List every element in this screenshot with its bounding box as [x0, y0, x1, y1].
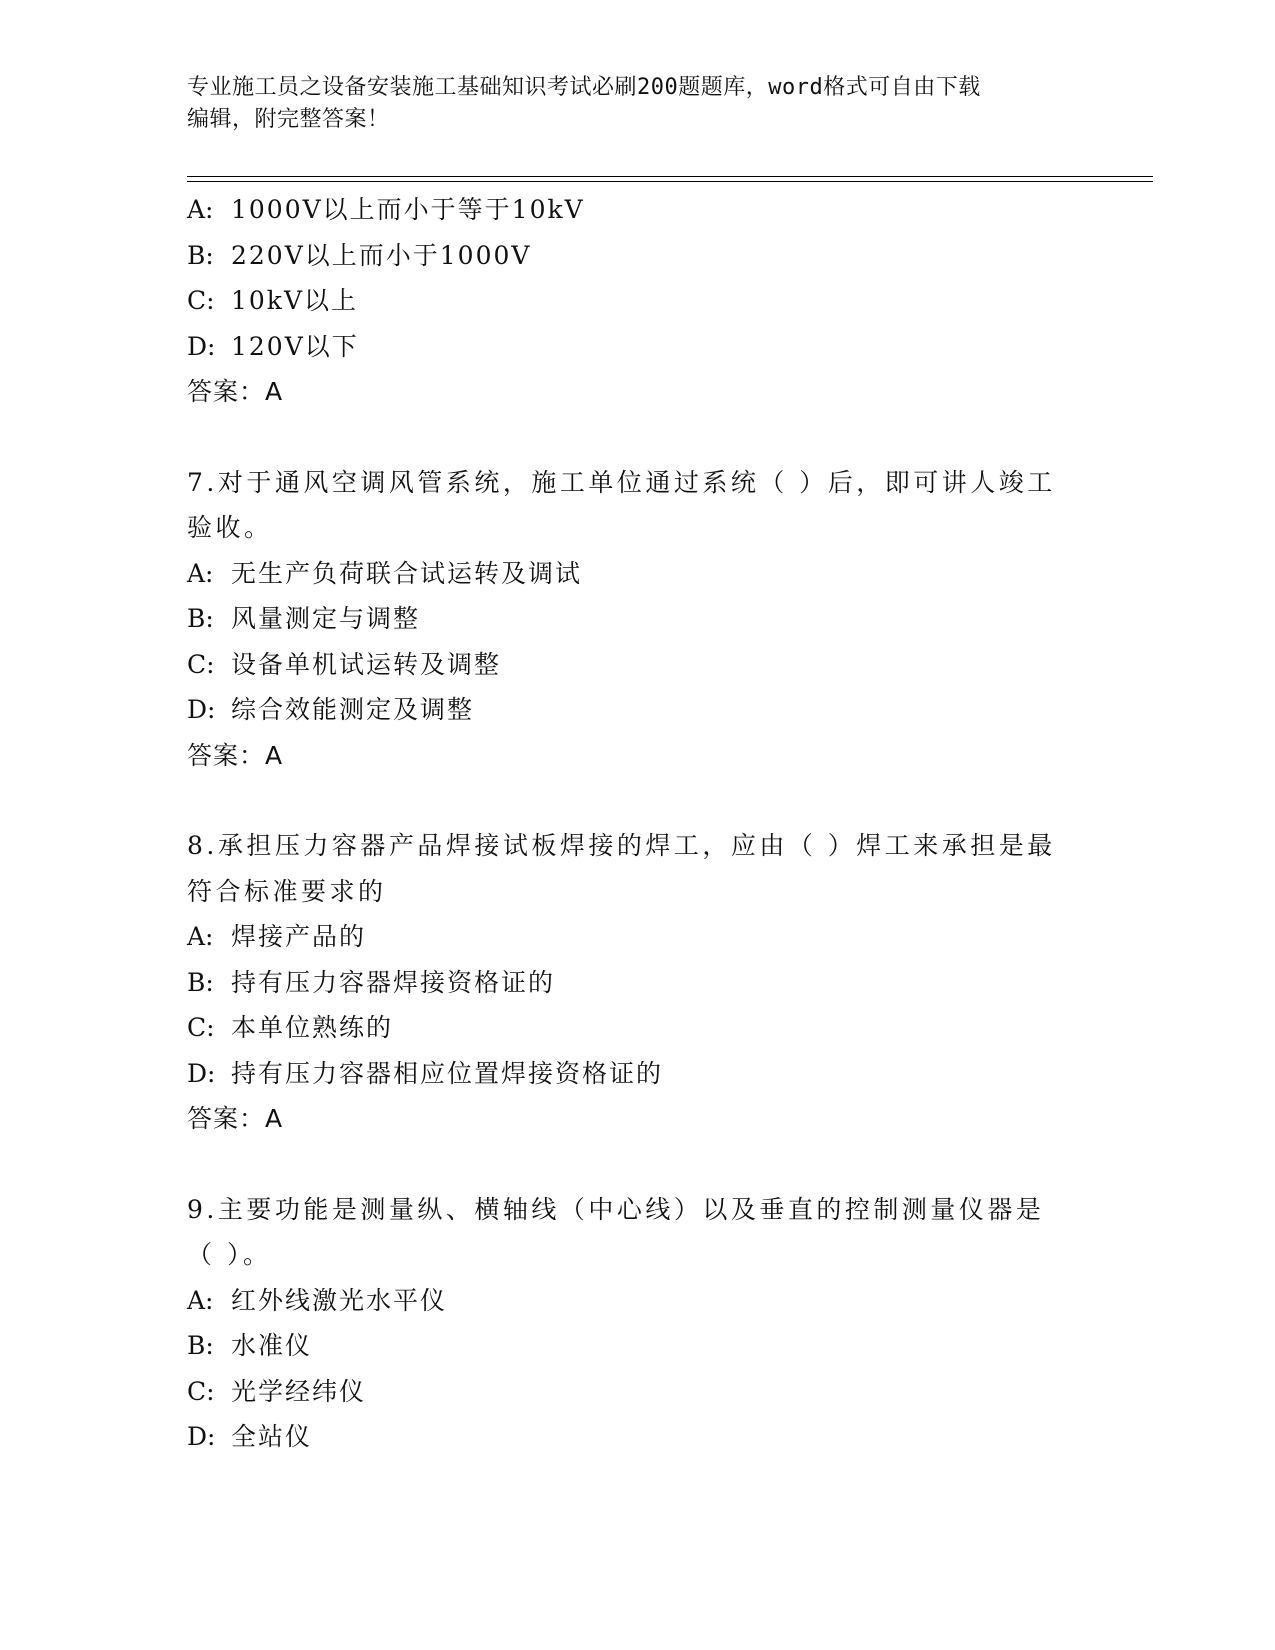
answer: 答案：A [187, 377, 284, 406]
option-d [187, 1051, 1087, 1097]
spacer [187, 778, 1087, 823]
option-text: 220V以上而小于1000V [231, 240, 532, 270]
question-line-1: 7.对于通风空调风管系统，施工单位通过系统（ ）后，即可讲人竣工 [187, 467, 1056, 497]
option-b [187, 1323, 1087, 1369]
option-key: B: [187, 240, 214, 270]
option-c [187, 278, 1087, 324]
question-9 [187, 1187, 1087, 1460]
question-text [187, 823, 1067, 914]
question-line-1: 9.主要功能是测量纵、横轴线（中心线）以及垂直的控制测量仪器是 [187, 1194, 1045, 1224]
question-list [187, 187, 1087, 1460]
option-b [187, 960, 1087, 1006]
option-c [187, 1369, 1087, 1415]
option-text: 1000V以上而小于等于10kV [231, 195, 585, 224]
option-text: 本单位熟练的 [231, 1013, 394, 1042]
option-text: 焊接产品的 [231, 922, 367, 951]
option-d [187, 687, 1087, 733]
option-key: A: [187, 558, 214, 588]
question-text [187, 1187, 1067, 1278]
option-a [187, 914, 1087, 960]
option-key: D: [187, 1422, 216, 1451]
option-text: 水准仪 [231, 1331, 313, 1360]
option-key: D: [187, 331, 216, 361]
question-line-1: 8.承担压力容器产品焊接试板焊接的焊工，应由（ ）焊工来承担是最 [187, 831, 1056, 860]
question-line-2: 验收。 [187, 513, 273, 542]
option-a [187, 187, 1087, 233]
option-text: 光学经纬仪 [231, 1376, 367, 1406]
question-7 [187, 460, 1087, 779]
option-text: 红外线激光水平仪 [231, 1285, 448, 1315]
option-key: C: [187, 1013, 215, 1042]
option-key: B: [187, 967, 214, 997]
option-text: 持有压力容器相应位置焊接资格证的 [231, 1058, 664, 1088]
header-divider-bottom [187, 181, 1153, 182]
option-d [187, 1414, 1087, 1460]
option-a [187, 1278, 1087, 1324]
header-line-2: 编辑，附完整答案！ [187, 107, 390, 132]
option-key: D: [187, 695, 216, 724]
question-6 [187, 187, 1087, 415]
header-divider-top [187, 176, 1153, 177]
option-b [187, 596, 1087, 642]
option-key: B: [187, 1331, 214, 1360]
question-text [187, 460, 1067, 551]
answer: 答案：A [187, 740, 284, 770]
document-header [187, 72, 1067, 136]
option-key: C: [187, 286, 215, 315]
option-key: C: [187, 649, 215, 679]
spacer [187, 1142, 1087, 1187]
option-text: 综合效能测定及调整 [231, 695, 475, 724]
answer: 答案：A [187, 1104, 284, 1133]
option-c [187, 1005, 1087, 1051]
header-line-1: 专业施工员之设备安装施工基础知识考试必刷200题题库，word格式可自由下载 [187, 75, 981, 100]
question-8 [187, 823, 1087, 1142]
option-key: C: [187, 1376, 215, 1406]
option-text: 无生产负荷联合试运转及调试 [231, 558, 583, 588]
option-key: D: [187, 1058, 216, 1088]
option-text: 120V以下 [231, 331, 359, 361]
option-b [187, 233, 1087, 279]
option-text: 10kV以上 [231, 286, 359, 315]
option-text: 风量测定与调整 [231, 604, 421, 633]
option-text: 持有压力容器焊接资格证的 [231, 967, 556, 997]
option-key: A: [187, 195, 214, 224]
question-line-2: 符合标准要求的 [187, 876, 387, 906]
option-a [187, 551, 1087, 597]
spacer [187, 415, 1087, 460]
option-text: 全站仪 [231, 1422, 313, 1451]
option-key: A: [187, 922, 214, 951]
option-key: B: [187, 604, 214, 633]
option-c [187, 642, 1087, 688]
question-line-2: （ ）。 [187, 1240, 272, 1269]
option-d [187, 324, 1087, 370]
option-text: 设备单机试运转及调整 [231, 649, 502, 679]
option-key: A: [187, 1285, 214, 1315]
